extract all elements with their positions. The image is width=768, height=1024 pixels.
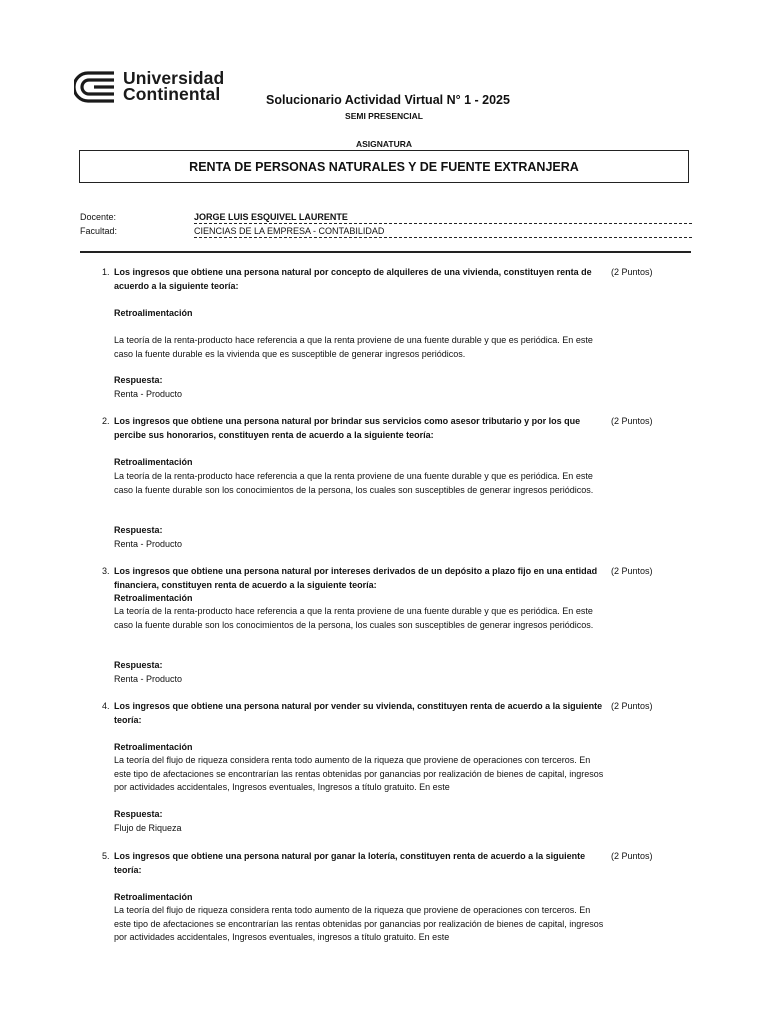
- docente-value: JORGE LUIS ESQUIVEL LAURENTE: [194, 212, 692, 224]
- answer-label: Respuesta:: [114, 375, 163, 385]
- subject-title-box: [79, 150, 689, 183]
- facultad-value: CIENCIAS DE LA EMPRESA - CONTABILIDAD: [194, 226, 692, 238]
- question-points: (2 Puntos): [611, 267, 653, 277]
- question-number: 1.: [102, 267, 110, 277]
- feedback-text: La teoría de la renta-producto hace referencia a que la renta proviene de una fuente durable y que es periódica. En este caso la fuente durable es la vivienda que es susceptible de generar ingresos periódicos.: [114, 335, 593, 359]
- answer-label: Respuesta:: [114, 660, 163, 670]
- docente-label: Docente:: [80, 212, 117, 222]
- question-points: (2 Puntos): [611, 566, 653, 576]
- answer-value: Renta - Producto: [114, 389, 183, 399]
- feedback-label: Retroalimentación: [114, 308, 193, 318]
- question-text: Los ingresos que obtiene una persona natural por intereses derivados de un depósito a plazo fijo en una entidad financiera, constituyen renta de acuerdo a la siguiente teoría:: [114, 566, 598, 590]
- logo-line-1: Universidad: [123, 68, 225, 88]
- document-title: Solucionario Actividad Virtual N° 1 - 2025: [266, 93, 510, 107]
- feedback-label: Retroalimentación: [114, 892, 193, 902]
- answer-value: Renta - Producto: [114, 674, 183, 684]
- feedback-text: La teoría del flujo de riqueza considera renta todo aumento de la riqueza que proviene de operaciones con terceros. En este tipo de afectaciones se encontrarían las rentas obtenidas por ganancias por realización de bienes de capital, ingresos por actividades accidentales, Ingresos eventuales, Ingresos a título gratuito. En este: [114, 755, 604, 793]
- feedback-label: Retroalimentación: [114, 742, 193, 752]
- subject-title: RENTA DE PERSONAS NATURALES Y DE FUENTE EXTRANJERA: [189, 159, 579, 174]
- question-points: (2 Puntos): [611, 851, 653, 861]
- facultad-row: [80, 226, 692, 239]
- question-number: 5.: [102, 851, 110, 861]
- answer-value: Flujo de Riqueza: [114, 823, 182, 833]
- answer-label: Respuesta:: [114, 525, 163, 535]
- modality-label: SEMI PRESENCIAL: [345, 111, 423, 121]
- feedback-text: La teoría de la renta-producto hace referencia a que la renta proviene de una fuente durable y que es periódica. En este caso la fuente durable son los conocimientos de la persona, los cuales son susceptibles de generar ingresos periódicos.: [114, 606, 594, 630]
- feedback-label: Retroalimentación: [114, 593, 193, 603]
- answer-label: Respuesta:: [114, 809, 163, 819]
- feedback-text: La teoría del flujo de riqueza considera renta todo aumento de la riqueza que proviene de operaciones con terceros. En este tipo de afectaciones se encontrarían las rentas obtenidas por ganancias por realización de bienes de capital, ingresos por actividades accidentales, Ingresos eventuales, ingresos a título gratuito. En este: [114, 905, 604, 943]
- logo-line-2: Continental: [123, 84, 221, 104]
- subject-label: ASIGNATURA: [355, 139, 413, 149]
- feedback-label: Retroalimentación: [114, 457, 193, 467]
- question-points: (2 Puntos): [611, 416, 653, 426]
- feedback-text: La teoría de la renta-producto hace referencia a que la renta proviene de una fuente durable y que es periódica. En este caso la fuente durable son los conocimientos de la persona, los cuales son susceptibles de generar ingresos periódicos.: [114, 471, 594, 495]
- university-logo: [74, 70, 244, 106]
- facultad-label: Facultad:: [80, 226, 118, 236]
- question-number: 3.: [102, 566, 110, 576]
- logo-wordmark: [123, 70, 224, 102]
- answer-value: Renta - Producto: [114, 539, 183, 549]
- docente-row: [80, 212, 692, 225]
- question-text: Los ingresos que obtiene una persona natural por concepto de alquileres de una vivienda, constituyen renta de acuerdo a la siguiente teoría:: [114, 267, 592, 291]
- question-number: 4.: [102, 701, 110, 711]
- question-number: 2.: [102, 416, 110, 426]
- question-points: (2 Puntos): [611, 701, 653, 711]
- question-text: Los ingresos que obtiene una persona natural por vender su vivienda, constituyen renta de acuerdo a la siguiente teoría:: [114, 701, 603, 725]
- header-divider: [80, 251, 691, 253]
- question-text: Los ingresos que obtiene una persona natural por brindar sus servicios como asesor tributario y por los que percibe sus honorarios, constituyen renta de acuerdo a la siguiente teoría:: [114, 416, 581, 440]
- question-text: Los ingresos que obtiene una persona natural por ganar la lotería, constituyen renta de acuerdo a la siguiente teoría:: [114, 851, 586, 875]
- logo-mark-icon: [74, 70, 118, 104]
